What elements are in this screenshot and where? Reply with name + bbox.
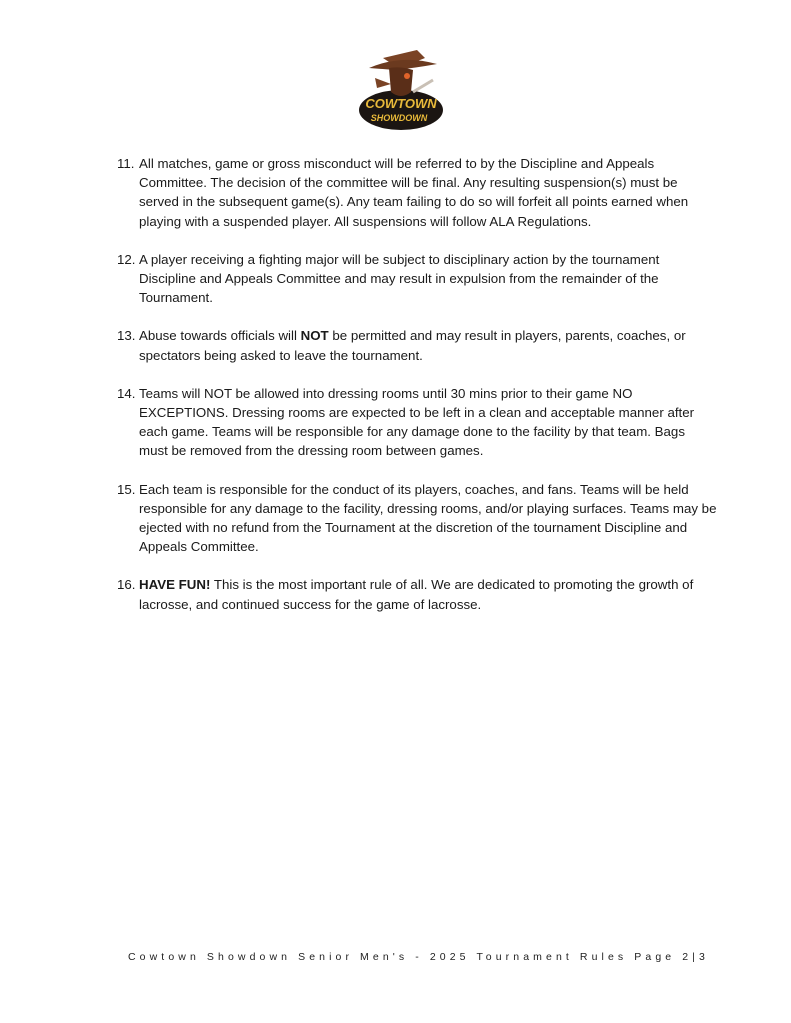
rule-text: be permitted and may result in players, parents, coaches, or spectators being asked to leave the tournament. — [139, 328, 686, 363]
rule-13 — [117, 326, 717, 364]
rule-number: 14. — [117, 385, 136, 401]
rule-number: 13. — [117, 328, 136, 344]
rule-text: Teams will NOT be allowed into dressing rooms until 30 mins prior to their game NO EXCEPTIONS. Dressing rooms are expected to be left in a clean and acceptable manner after each game. Teams will be responsible for any damage done to the facility by that team. Bags must be removed from the dressing room between games. — [139, 385, 695, 459]
rule-16 — [117, 575, 717, 613]
logo-face — [389, 67, 413, 96]
rule-text: This is the most important rule of all. We are dedicated to promoting the growth of lacrosse, and continued success for the game of lacrosse. — [139, 577, 694, 612]
rules-list — [117, 154, 717, 633]
rule-text: A player receiving a fighting major will be subject to disciplinary action by the tournament Discipline and Appeals Committee and may result in expulsion from the remainder of the Tournament. — [139, 251, 660, 306]
rule-14 — [117, 384, 717, 461]
rule-emphasis: NOT — [300, 328, 329, 344]
logo-text-line1: COWTOWN — [365, 96, 437, 111]
rule-12 — [117, 250, 717, 308]
rule-number: 12. — [117, 251, 136, 267]
logo-scarf — [375, 78, 391, 88]
cowtown-showdown-logo — [355, 44, 447, 132]
page-footer: Cowtown Showdown Senior Men's - 2025 Tournament Rules Page 2|3 — [128, 951, 709, 963]
rule-number: 16. — [117, 577, 136, 593]
logo-text-line2: SHOWDOWN — [370, 113, 428, 123]
rule-text: All matches, game or gross misconduct will be referred to by the Discipline and Appeals Committee. The decision of the committee will be final. Any resulting suspension(s) must be served in the subsequent game(s). Any team failing to do so will forfeit all points earned when playing with a suspended player. All suspensions will follow ALA Regulations. — [139, 156, 689, 229]
rule-text-pre: Abuse towards officials will — [139, 328, 301, 344]
rule-emphasis: HAVE FUN! — [139, 577, 211, 593]
logo-eye — [404, 73, 410, 79]
rule-number: 15. — [117, 481, 136, 497]
rule-number: 11. — [117, 156, 135, 171]
logo-lacrosse-stick — [413, 80, 433, 92]
rule-15 — [117, 480, 717, 557]
rule-text: Each team is responsible for the conduct of its players, coaches, and fans. Teams will be held responsible for any damage to the facility, dressing rooms, and/or playing surfaces. Teams may be ejected with no refund from the Tournament at the discretion of the tournament Discipline and Appeals Committee. — [139, 481, 717, 555]
rule-11 — [117, 154, 717, 231]
logo-graphic — [355, 44, 447, 132]
